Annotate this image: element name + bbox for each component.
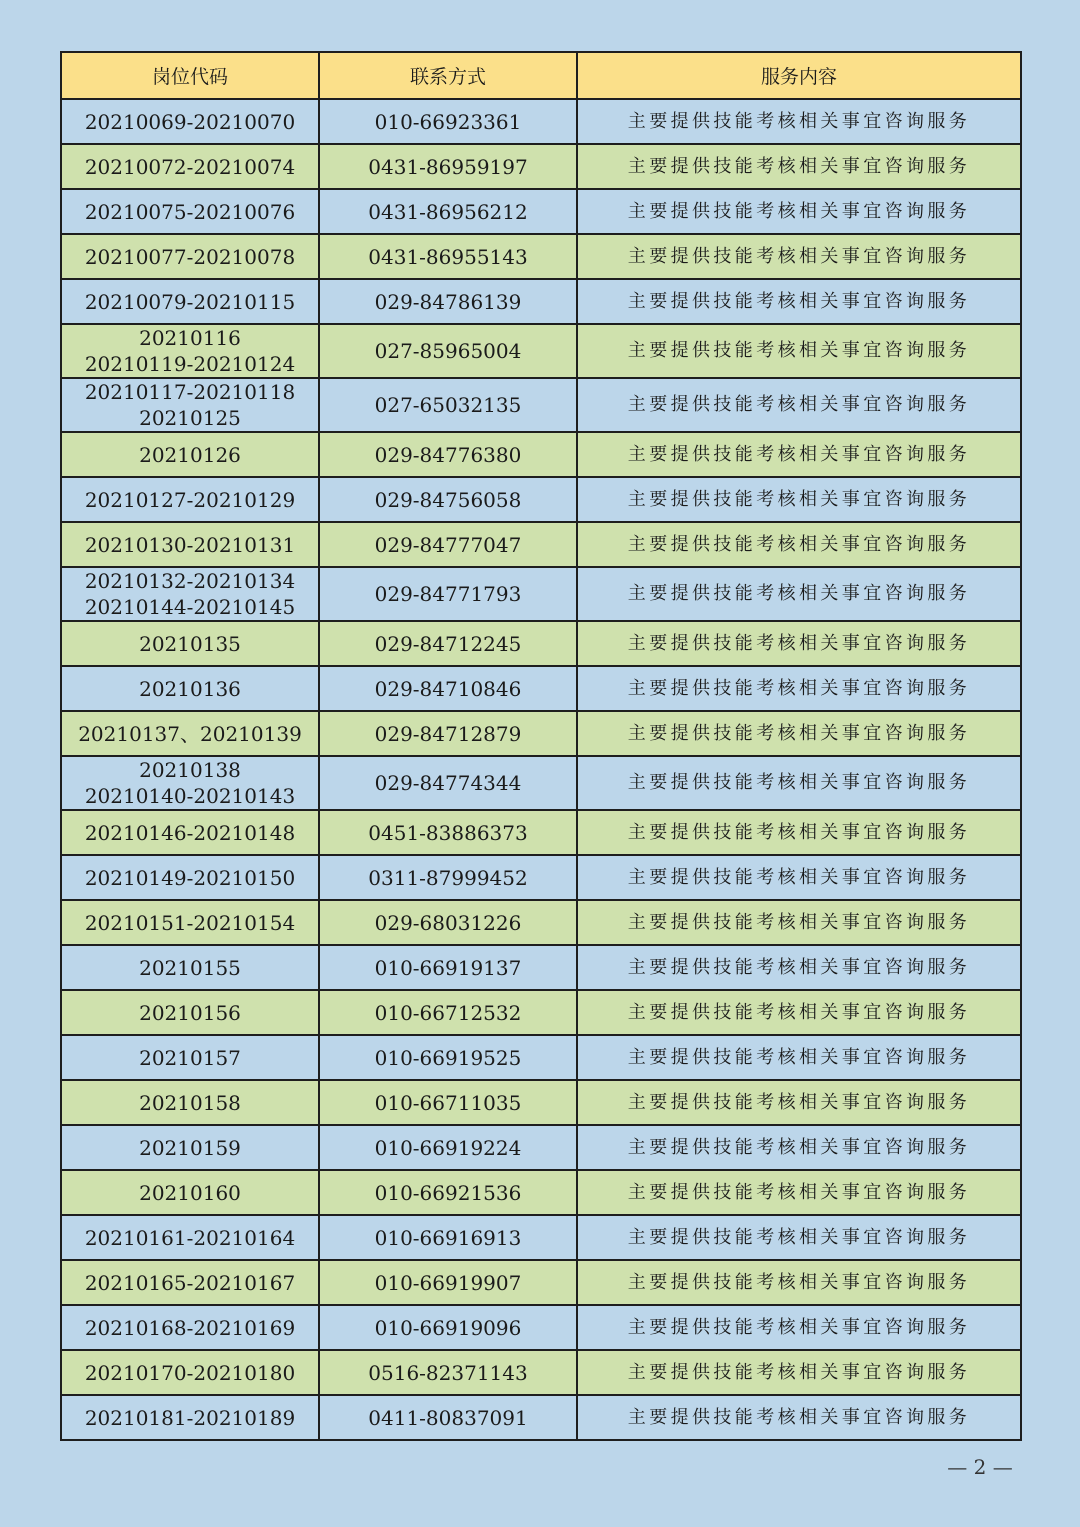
table-row: [61, 1260, 1021, 1305]
position-code: 20210144-20210145: [84, 595, 296, 619]
position-code-cell: [61, 144, 319, 189]
table-row: [61, 900, 1021, 945]
position-code-cell: [61, 1080, 319, 1125]
position-code-cell: [61, 99, 319, 144]
position-code-cell: [61, 855, 319, 900]
position-code: 20210079-20210115: [84, 289, 296, 314]
table-row: [61, 477, 1021, 522]
position-code: 20210156: [139, 1000, 241, 1025]
contact-phone: 0431-86956212: [319, 189, 577, 234]
position-code-cell: [61, 1170, 319, 1215]
position-code-cell: [61, 756, 319, 810]
table-row: [61, 324, 1021, 378]
table-row: [61, 567, 1021, 621]
service-content: 主要提供技能考核相关事宜咨询服务: [577, 1350, 1021, 1395]
service-content: 主要提供技能考核相关事宜咨询服务: [577, 1260, 1021, 1305]
position-code: 20210146-20210148: [84, 820, 296, 845]
service-content: 主要提供技能考核相关事宜咨询服务: [577, 621, 1021, 666]
table-row: [61, 234, 1021, 279]
header-row: [61, 52, 1021, 99]
position-code: 20210126: [139, 442, 241, 467]
table-row: [61, 144, 1021, 189]
contact-phone: 010-66916913: [319, 1215, 577, 1260]
contact-phone: 010-66919137: [319, 945, 577, 990]
service-content: 主要提供技能考核相关事宜咨询服务: [577, 378, 1021, 432]
contact-phone: 0411-80837091: [319, 1395, 577, 1440]
position-code: 20210138: [139, 758, 241, 782]
table-row: [61, 1215, 1021, 1260]
contact-phone: 010-66919224: [319, 1125, 577, 1170]
contact-phone: 029-84786139: [319, 279, 577, 324]
table-row: [61, 1080, 1021, 1125]
service-content: 主要提供技能考核相关事宜咨询服务: [577, 900, 1021, 945]
contact-phone: 010-66921536: [319, 1170, 577, 1215]
position-code-cell: [61, 1260, 319, 1305]
contact-phone: 0451-83886373: [319, 810, 577, 855]
contact-phone: 029-84776380: [319, 432, 577, 477]
header-cell-service: 服务内容: [577, 52, 1021, 99]
service-content: 主要提供技能考核相关事宜咨询服务: [577, 666, 1021, 711]
service-content: 主要提供技能考核相关事宜咨询服务: [577, 144, 1021, 189]
page-number: — 2 —: [947, 1455, 1013, 1479]
service-content: 主要提供技能考核相关事宜咨询服务: [577, 1080, 1021, 1125]
contact-phone: 0431-86955143: [319, 234, 577, 279]
service-content: 主要提供技能考核相关事宜咨询服务: [577, 1125, 1021, 1170]
position-code: 20210132-20210134: [84, 569, 296, 593]
table-row: [61, 1350, 1021, 1395]
contact-phone: 010-66711035: [319, 1080, 577, 1125]
contact-phone: 029-84712879: [319, 711, 577, 756]
position-code-cell: [61, 378, 319, 432]
position-code-cell: [61, 279, 319, 324]
table-row: [61, 666, 1021, 711]
position-code: 20210119-20210124: [84, 352, 296, 376]
table-row: [61, 1305, 1021, 1350]
position-code-cell: [61, 1035, 319, 1080]
position-code: 20210137、20210139: [78, 721, 302, 746]
position-code-cell: [61, 1350, 319, 1395]
contact-phone: 010-66712532: [319, 990, 577, 1035]
table-row: [61, 855, 1021, 900]
position-code-cell: [61, 234, 319, 279]
service-content: 主要提供技能考核相关事宜咨询服务: [577, 189, 1021, 234]
position-code: 20210168-20210169: [84, 1315, 296, 1340]
position-code: 20210072-20210074: [84, 154, 296, 179]
position-code: 20210155: [139, 955, 241, 980]
table-row: [61, 810, 1021, 855]
position-code-cell: [61, 621, 319, 666]
position-code: 20210117-20210118: [84, 380, 296, 404]
service-content: 主要提供技能考核相关事宜咨询服务: [577, 1170, 1021, 1215]
contact-phone: 029-84710846: [319, 666, 577, 711]
service-content: 主要提供技能考核相关事宜咨询服务: [577, 279, 1021, 324]
contact-phone: 027-85965004: [319, 324, 577, 378]
service-content: 主要提供技能考核相关事宜咨询服务: [577, 477, 1021, 522]
contact-table: [60, 51, 1022, 1441]
service-content: 主要提供技能考核相关事宜咨询服务: [577, 234, 1021, 279]
table-row: [61, 1035, 1021, 1080]
service-content: 主要提供技能考核相关事宜咨询服务: [577, 945, 1021, 990]
service-content: 主要提供技能考核相关事宜咨询服务: [577, 756, 1021, 810]
position-code-cell: [61, 711, 319, 756]
contact-phone: 0311-87999452: [319, 855, 577, 900]
table-row: [61, 432, 1021, 477]
position-code-cell: [61, 1125, 319, 1170]
position-code-cell: [61, 1215, 319, 1260]
contact-phone: 029-84771793: [319, 567, 577, 621]
service-content: 主要提供技能考核相关事宜咨询服务: [577, 99, 1021, 144]
service-content: 主要提供技能考核相关事宜咨询服务: [577, 1395, 1021, 1440]
position-code-cell: [61, 567, 319, 621]
contact-phone: 029-84777047: [319, 522, 577, 567]
contact-phone: 029-84774344: [319, 756, 577, 810]
position-code-cell: [61, 1395, 319, 1440]
service-content: 主要提供技能考核相关事宜咨询服务: [577, 855, 1021, 900]
contact-phone: 0516-82371143: [319, 1350, 577, 1395]
position-code-cell: [61, 522, 319, 567]
service-content: 主要提供技能考核相关事宜咨询服务: [577, 567, 1021, 621]
table-row: [61, 945, 1021, 990]
position-code-cell: [61, 900, 319, 945]
position-code-cell: [61, 810, 319, 855]
position-code-cell: [61, 1305, 319, 1350]
table-row: [61, 189, 1021, 234]
contact-phone: 010-66919096: [319, 1305, 577, 1350]
service-content: 主要提供技能考核相关事宜咨询服务: [577, 990, 1021, 1035]
position-code: 20210077-20210078: [84, 244, 296, 269]
contact-phone: 029-84712245: [319, 621, 577, 666]
position-code-cell: [61, 189, 319, 234]
position-code: 20210136: [139, 676, 241, 701]
position-code: 20210140-20210143: [84, 784, 296, 808]
position-code: 20210165-20210167: [84, 1270, 296, 1295]
contact-phone: 010-66923361: [319, 99, 577, 144]
position-code: 20210149-20210150: [84, 865, 296, 890]
position-code: 20210125: [139, 406, 241, 430]
position-code: 20210116: [139, 326, 241, 350]
table-row: [61, 1395, 1021, 1440]
table-row: [61, 990, 1021, 1035]
contact-phone: 027-65032135: [319, 378, 577, 432]
table-row: [61, 1170, 1021, 1215]
table-row: [61, 756, 1021, 810]
contact-phone: 029-84756058: [319, 477, 577, 522]
position-code-cell: [61, 432, 319, 477]
position-code: 20210159: [139, 1135, 241, 1160]
position-code: 20210161-20210164: [84, 1225, 296, 1250]
header-cell-contact: 联系方式: [319, 52, 577, 99]
position-code: 20210151-20210154: [84, 910, 296, 935]
table-row: [61, 621, 1021, 666]
position-code-cell: [61, 990, 319, 1035]
service-content: 主要提供技能考核相关事宜咨询服务: [577, 711, 1021, 756]
service-content: 主要提供技能考核相关事宜咨询服务: [577, 1035, 1021, 1080]
contact-phone: 029-68031226: [319, 900, 577, 945]
table-row: [61, 1125, 1021, 1170]
position-code: 20210069-20210070: [84, 109, 296, 134]
contact-phone: 0431-86959197: [319, 144, 577, 189]
position-code-cell: [61, 666, 319, 711]
position-code: 20210157: [139, 1045, 241, 1070]
table-row: [61, 711, 1021, 756]
position-code: 20210181-20210189: [84, 1405, 296, 1430]
contact-phone: 010-66919525: [319, 1035, 577, 1080]
table-header: [61, 52, 1021, 99]
header-cell-position-code: 岗位代码: [61, 52, 319, 99]
position-code: 20210130-20210131: [84, 532, 296, 557]
contact-phone: 010-66919907: [319, 1260, 577, 1305]
service-content: 主要提供技能考核相关事宜咨询服务: [577, 1305, 1021, 1350]
table-row: [61, 378, 1021, 432]
position-code-cell: [61, 477, 319, 522]
position-code-cell: [61, 324, 319, 378]
service-content: 主要提供技能考核相关事宜咨询服务: [577, 432, 1021, 477]
service-content: 主要提供技能考核相关事宜咨询服务: [577, 1215, 1021, 1260]
position-code: 20210158: [139, 1090, 241, 1115]
position-code: 20210170-20210180: [84, 1360, 296, 1385]
position-code: 20210075-20210076: [84, 199, 296, 224]
service-content: 主要提供技能考核相关事宜咨询服务: [577, 324, 1021, 378]
table-body: [61, 99, 1021, 1440]
table-row: [61, 99, 1021, 144]
position-code: 20210127-20210129: [84, 487, 296, 512]
position-code: 20210135: [139, 631, 241, 656]
position-code: 20210160: [139, 1180, 241, 1205]
table-row: [61, 522, 1021, 567]
position-code-cell: [61, 945, 319, 990]
table-row: [61, 279, 1021, 324]
service-content: 主要提供技能考核相关事宜咨询服务: [577, 522, 1021, 567]
service-content: 主要提供技能考核相关事宜咨询服务: [577, 810, 1021, 855]
